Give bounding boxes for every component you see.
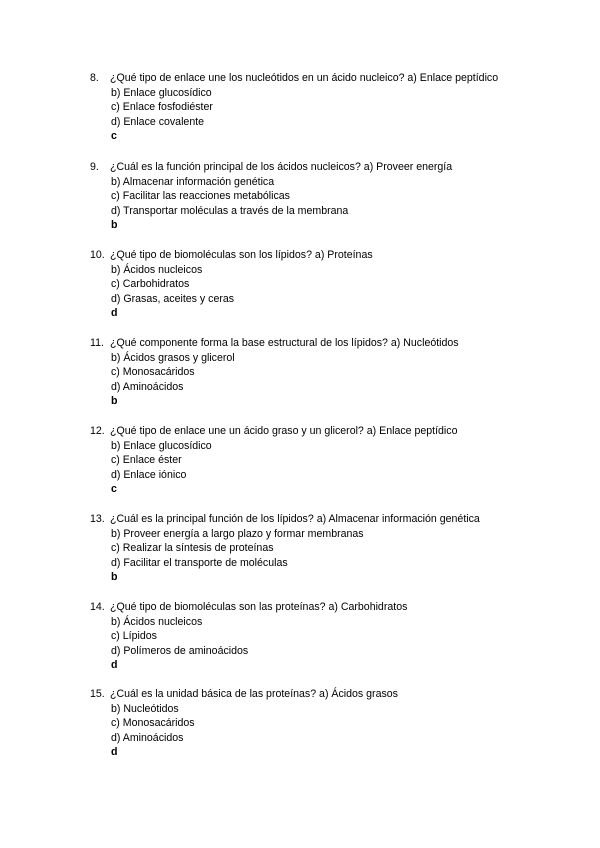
question-8 — [90, 71, 570, 144]
option-b: b) Ácidos grasos y glicerol — [111, 351, 235, 364]
option-d: d) Grasas, aceites y ceras — [111, 292, 235, 305]
answer-key: c — [111, 483, 117, 496]
question-number: 15. — [90, 688, 105, 700]
answer-key: b — [111, 395, 118, 408]
answer-key: d — [111, 746, 118, 759]
question-number: 11. — [90, 337, 104, 349]
question-stem — [90, 71, 570, 86]
question-12 — [90, 424, 570, 497]
option-d: d) Aminoácidos — [111, 731, 184, 744]
option-c: c) Monosacáridos — [111, 366, 195, 379]
question-text: ¿Qué tipo de enlace une los nucleótidos en un ácido nucleico? a) Enlace peptídico — [110, 72, 499, 84]
option-b: b) Enlace glucosídico — [111, 86, 212, 99]
option-b: b) Ácidos nucleicos — [111, 615, 203, 628]
option-b: b) Ácidos nucleicos — [111, 263, 203, 276]
option-c: c) Carbohidratos — [111, 278, 190, 291]
option-d: d) Enlace covalente — [111, 115, 205, 128]
option-d: d) Aminoácidos — [111, 380, 184, 393]
option-c: c) Enlace éster — [111, 454, 182, 467]
question-text: ¿Qué componente forma la base estructural de los lípidos? a) Nucleótidos — [110, 337, 459, 349]
option-d: d) Transportar moléculas a través de la membrana — [111, 204, 349, 217]
question-stem — [90, 336, 570, 351]
question-number: 14. — [90, 601, 105, 613]
question-text: ¿Cuál es la principal función de los lípidos? a) Almacenar información genética — [110, 513, 480, 525]
question-text: ¿Qué tipo de biomoléculas son los lípidos? a) Proteínas — [110, 249, 373, 261]
answer-key: c — [111, 130, 117, 143]
question-text: ¿Cuál es la función principal de los ácidos nucleicos? a) Proveer energía — [110, 161, 453, 173]
option-c: c) Realizar la síntesis de proteínas — [111, 542, 274, 555]
answer-key: b — [111, 219, 118, 232]
question-text: ¿Cuál es la unidad básica de las proteínas? a) Ácidos grasos — [110, 688, 398, 700]
question-stem — [90, 424, 570, 439]
question-stem — [90, 687, 570, 702]
question-11 — [90, 336, 570, 409]
question-number: 10. — [90, 249, 105, 261]
option-c: c) Lípidos — [111, 630, 157, 643]
question-13 — [90, 512, 570, 585]
option-c: c) Enlace fosfodiéster — [111, 101, 213, 114]
option-d: d) Enlace iónico — [111, 468, 187, 481]
question-number: 12. — [90, 425, 105, 437]
question-number: 13. — [90, 513, 105, 525]
option-d: d) Facilitar el transporte de moléculas — [111, 556, 288, 569]
option-b: b) Proveer energía a largo plazo y formar membranas — [111, 527, 364, 540]
question-stem — [90, 160, 570, 175]
option-b: b) Almacenar información genética — [111, 175, 275, 188]
answer-key: b — [111, 571, 118, 584]
question-text: ¿Qué tipo de biomoléculas son las proteínas? a) Carbohidratos — [110, 601, 408, 613]
question-stem — [90, 248, 570, 263]
option-b: b) Nucleótidos — [111, 702, 179, 715]
question-number: 9. — [90, 161, 99, 173]
option-b: b) Enlace glucosídico — [111, 439, 212, 452]
question-15 — [90, 687, 570, 760]
option-d: d) Polímeros de aminoácidos — [111, 644, 249, 657]
option-c: c) Facilitar las reacciones metabólicas — [111, 190, 290, 203]
question-9 — [90, 160, 570, 233]
question-number: 8. — [90, 72, 99, 84]
answer-key: d — [111, 307, 118, 320]
question-stem — [90, 512, 570, 527]
question-stem — [90, 600, 570, 615]
answer-key: d — [111, 659, 118, 672]
question-10 — [90, 248, 570, 321]
question-14 — [90, 600, 570, 673]
option-c: c) Monosacáridos — [111, 717, 195, 730]
question-text: ¿Qué tipo de enlace une un ácido graso y un glicerol? a) Enlace peptídico — [110, 425, 458, 437]
